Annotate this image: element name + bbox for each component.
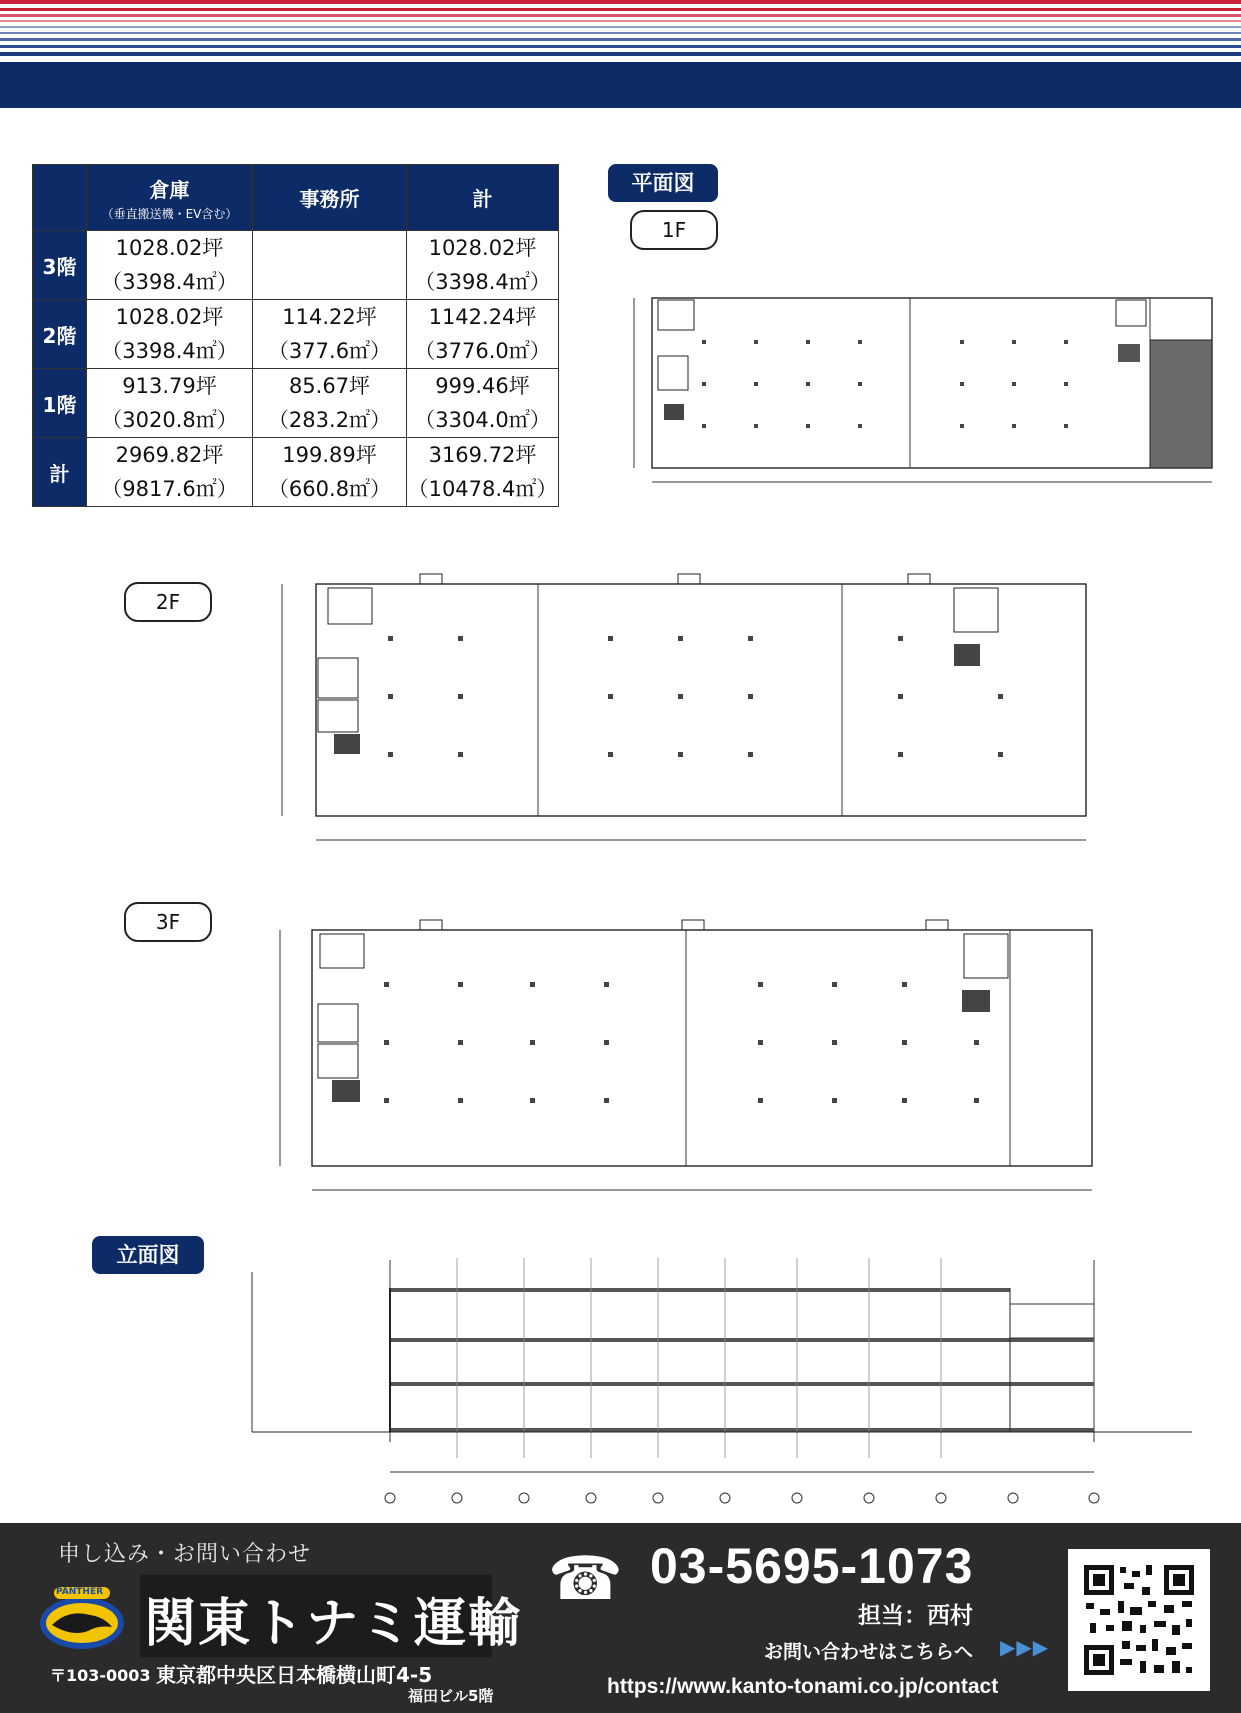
table-row	[33, 231, 559, 300]
cell-total: 1142.24坪 （3776.0㎡）	[407, 300, 559, 369]
cell-total: 1028.02坪 （3398.4㎡）	[407, 231, 559, 300]
cell-warehouse: 1028.02坪 （3398.4㎡）	[87, 300, 253, 369]
table-row	[33, 300, 559, 369]
cell-warehouse: 2969.82坪 （9817.6㎡）	[87, 438, 253, 507]
cell-office: 85.67坪 （283.2㎡）	[253, 369, 407, 438]
floor-label-3f: 3F	[124, 902, 212, 942]
contact-person: 担当：西村	[858, 1603, 973, 1629]
table-row	[33, 438, 559, 507]
cell-office: 114.22坪 （377.6㎡）	[253, 300, 407, 369]
cell-total: 999.46坪 （3304.0㎡）	[407, 369, 559, 438]
inquiry-heading: 申し込み・お問い合わせ	[58, 1542, 312, 1567]
floor-plan-heading: 平面図	[608, 164, 718, 202]
floor-label-1f: 1F	[630, 210, 718, 250]
row-label: 2階	[33, 300, 87, 369]
inquiry-link-label: お問い合わせはこちらへ	[764, 1641, 974, 1663]
row-label: 3階	[33, 231, 87, 300]
header-warehouse: 倉庫 （垂直搬送機・EV含む）	[87, 165, 253, 231]
elevation-heading: 立面図	[92, 1236, 204, 1274]
cell-warehouse: 913.79坪 （3020.8㎡）	[87, 369, 253, 438]
row-label: 1階	[33, 369, 87, 438]
footer	[0, 1523, 1241, 1713]
cell-total: 3169.72坪 （10478.4㎡）	[407, 438, 559, 507]
floor-label-2f: 2F	[124, 582, 212, 622]
qr-code[interactable]	[1068, 1549, 1210, 1691]
header-stripes	[0, 0, 1241, 108]
arrow-icons: ▶▶▶	[1000, 1635, 1050, 1659]
cell-warehouse: 1028.02坪 （3398.4㎡）	[87, 231, 253, 300]
panther-logo-text: PANTHER	[56, 1587, 104, 1597]
floor-plan-2f	[272, 560, 1112, 860]
building-name: 福田ビル5階	[408, 1687, 494, 1705]
table-corner	[33, 165, 87, 231]
floor-plan-1f	[620, 286, 1232, 498]
phone-number[interactable]: 03-5695-1073	[650, 1538, 974, 1594]
company-name: 関東トナミ運輸	[144, 1594, 523, 1654]
cell-office	[253, 231, 407, 300]
elevation-drawing	[232, 1258, 1198, 1508]
contact-url[interactable]: https://www.kanto-tonami.co.jp/contact	[607, 1675, 999, 1698]
postal-code: 〒103-0003	[50, 1666, 151, 1685]
area-table	[32, 164, 559, 507]
row-label: 計	[33, 438, 87, 507]
table-row	[33, 369, 559, 438]
cell-office: 199.89坪 （660.8㎡）	[253, 438, 407, 507]
header-office: 事務所	[253, 165, 407, 231]
phone-icon: ☎	[548, 1544, 623, 1614]
floor-plan-3f	[272, 900, 1122, 1210]
address: 東京都中央区日本橋横山町4-5	[156, 1663, 433, 1687]
header-total: 計	[407, 165, 559, 231]
